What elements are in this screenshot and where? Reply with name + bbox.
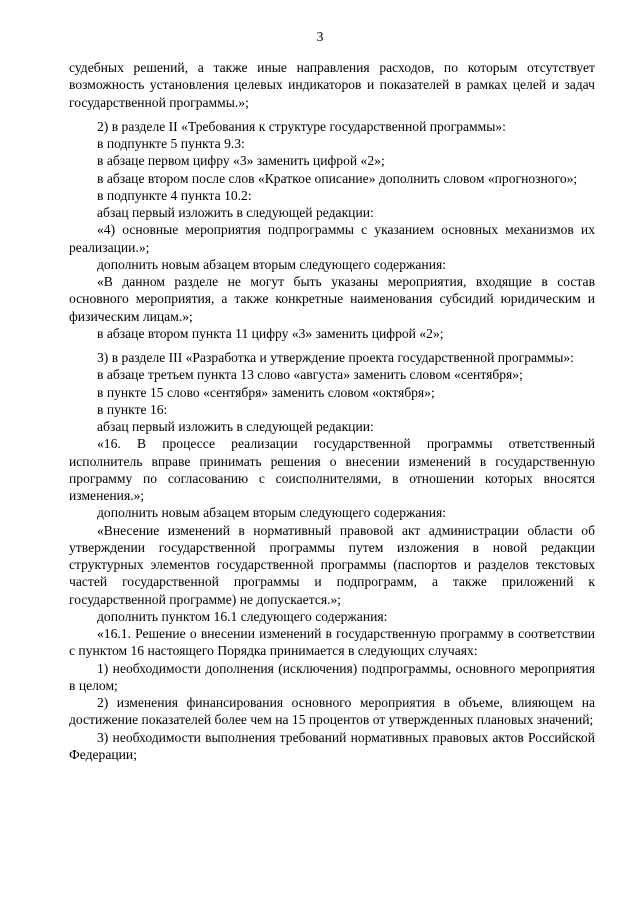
list-item: 3) необходимости выполнения требований нормативных правовых актов Российской Федерации; — [69, 729, 595, 762]
paragraph-continuation: судебных решений, а также иные направления расходов, по которым отсутствует возможность установления целевых индикаторов и показателей в рамках целей и задач государственной программы.»; — [69, 60, 595, 110]
paragraph-section-3-heading: 3) в разделе III «Разработка и утверждение проекта государственной программы»: — [97, 350, 574, 365]
page-number: 3 — [316, 29, 324, 44]
paragraph: дополнить новым абзацем вторым следующего содержания: — [97, 505, 446, 521]
paragraph-quote: «16. В процессе реализации государственной программы ответственный исполнитель вправе принимать решения о внесении изменений в государственную программу по согласованию с соисполнителями, в отношении которых вносятся изменения.»; — [69, 436, 595, 503]
paragraph: в абзаце третьем пункта 13 слово «августа» заменить словом «сентября»; — [97, 367, 523, 383]
paragraph: в подпункте 5 пункта 9.3: — [97, 136, 245, 151]
document-body — [69, 59, 595, 763]
paragraph: в абзаце первом цифру «3» заменить цифрой «2»; — [97, 153, 385, 169]
paragraph: дополнить пунктом 16.1 следующего содержания: — [97, 608, 388, 624]
paragraph-quote: «16.1. Решение о внесении изменений в государственную программу в соответствии с пунктом 16 настоящего Порядка принимается в следующих случаях: — [69, 626, 595, 659]
list-item: 1) необходимости дополнения (исключения) подпрограммы, основного мероприятия в целом; — [69, 660, 595, 693]
paragraph: дополнить новым абзацем вторым следующего содержания: — [97, 256, 446, 272]
paragraph: абзац первый изложить в следующей редакции: — [97, 205, 374, 220]
list-item: 2) изменения финансирования основного мероприятия в объеме, влияющем на достижение показателей более чем на 15 процентов от утвержденных плановых значений; — [69, 695, 595, 728]
paragraph-quote: «В данном разделе не могут быть указаны мероприятия, входящие в состав основного мероприятия, а также конкретные наименования субсидий юридическим и физическим лицам.»; — [69, 274, 595, 324]
paragraph: в пункте 16: — [97, 401, 168, 417]
paragraph: в абзаце втором после слов «Краткое описание» дополнить словом «прогнозного»; — [97, 170, 578, 186]
paragraph: в подпункте 4 пункта 10.2: — [97, 187, 252, 203]
paragraph-section-2-heading: 2) в разделе II «Требования к структуре государственной программы»: — [97, 118, 506, 134]
paragraph-quote: «Внесение изменений в нормативный правовой акт администрации области об утверждении государственной программы путем изложения в новой редакции структурных элементов государственной программы (паспортов и разделов текстовых частей государственной программы и подпрограмм, а также приложений к государственной программе) не допускается.»; — [69, 522, 595, 607]
paragraph: в пункте 15 слово «сентября» заменить словом «октября»; — [97, 384, 435, 400]
paragraph-quote: «4) основные мероприятия подпрограммы с указанием основных механизмов их реализации.»; — [69, 222, 595, 255]
paragraph: абзац первый изложить в следующей редакции: — [97, 419, 374, 434]
paragraph: в абзаце втором пункта 11 цифру «3» заменить цифрой «2»; — [97, 325, 444, 341]
